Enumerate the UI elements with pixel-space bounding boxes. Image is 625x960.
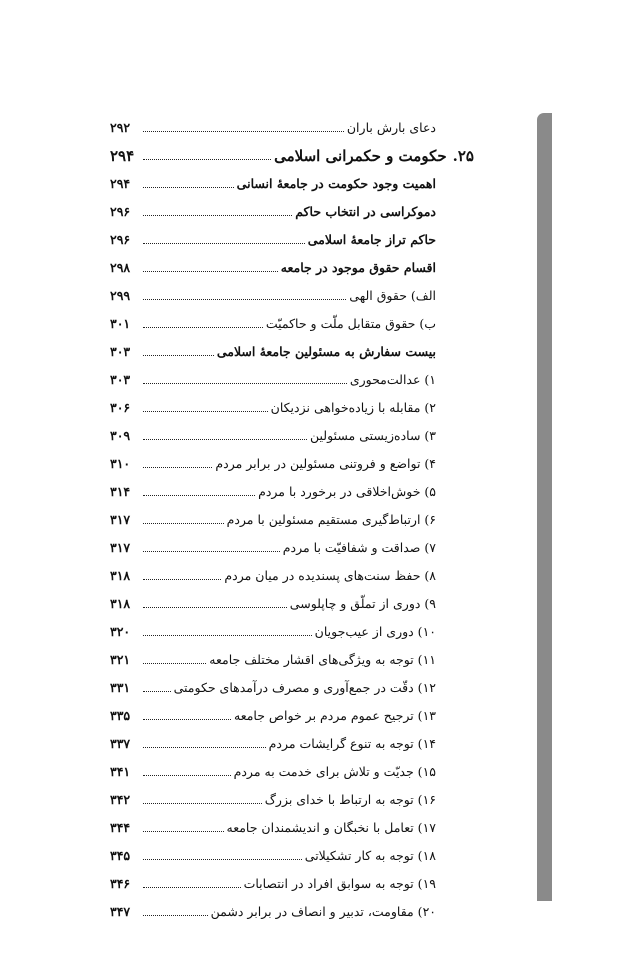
toc-entry-title: حاکم تراز جامعهٔ اسلامی [307, 232, 436, 247]
toc-entry-page: ۳۴۲ [110, 792, 131, 807]
toc-entry-page: ۳۱۴ [110, 484, 131, 499]
toc-entry[interactable] [110, 730, 436, 752]
toc-entry[interactable] [110, 366, 436, 388]
toc-entry-page: ۳۱۷ [110, 512, 131, 527]
toc-entry-page: ۲۹۶ [110, 232, 131, 247]
toc-entry-title: الف) حقوق الهی [349, 288, 436, 303]
toc-entry[interactable] [110, 674, 436, 696]
toc-entry[interactable] [110, 562, 436, 584]
toc-entry-page: ۳۱۰ [110, 456, 131, 471]
dot-leader [143, 411, 268, 412]
dot-leader [143, 159, 271, 160]
toc-entry-page: ۲۹۴ [110, 147, 135, 165]
toc-entry-page: ۳۴۷ [110, 904, 131, 919]
toc-entry-page: ۳۴۵ [110, 848, 131, 863]
toc-entry-title: دموکراسی در انتخاب حاکم [295, 204, 436, 219]
toc-entry-page: ۲۹۶ [110, 204, 131, 219]
toc-entry-page: ۳۲۰ [110, 624, 131, 639]
toc-entry-page: ۳۳۷ [110, 736, 131, 751]
toc-entry-page: ۳۴۱ [110, 764, 131, 779]
dot-leader [143, 355, 214, 356]
dot-leader [143, 691, 171, 692]
dot-leader [143, 663, 206, 664]
toc-entry[interactable] [110, 618, 436, 640]
toc-entry-number: ۲۵. [452, 147, 474, 165]
dot-leader [143, 551, 280, 552]
toc-entry-title: ۱۱) توجه به ویژگی‌های اقشار مختلف جامعه [209, 652, 436, 667]
dot-leader [143, 131, 344, 132]
dot-leader [143, 887, 241, 888]
toc-entry-title: حکومت و حکمرانی اسلامی [274, 147, 447, 165]
toc-entry-title: ۴) تواضع و فروتنی مسئولین در برابر مردم [215, 456, 436, 471]
toc-entry[interactable] [110, 142, 474, 164]
dot-leader [143, 915, 208, 916]
toc-entry[interactable] [110, 870, 436, 892]
toc-entry[interactable] [110, 898, 436, 920]
toc-entry-title: ۱۸) توجه به کار تشکیلاتی [304, 848, 436, 863]
toc-entry-page: ۳۰۳ [110, 372, 131, 387]
toc-entry[interactable] [110, 534, 436, 556]
toc-entry[interactable] [110, 394, 436, 416]
toc-entry-page: ۲۹۴ [110, 176, 131, 191]
toc-entry-title: ۱۷) تعامل با نخبگان و اندیشمندان جامعه [226, 820, 436, 835]
dot-leader [143, 271, 278, 272]
dot-leader [143, 803, 262, 804]
toc-entry-title: ۱۵) جدیّت و تلاش برای خدمت به مردم [233, 764, 436, 779]
toc-entry-title: بیست سفارش به مسئولین جامعهٔ اسلامی [216, 344, 436, 359]
toc-entry[interactable] [110, 814, 436, 836]
toc-entry-title: ب) حقوق متقابل ملّت و حاکمیّت [265, 316, 436, 331]
toc-entry-title: دعای بارش باران [346, 120, 436, 135]
toc-entry[interactable] [110, 422, 436, 444]
dot-leader [143, 299, 346, 300]
toc-entry[interactable] [110, 198, 436, 220]
dot-leader [143, 859, 302, 860]
toc-entry-page: ۲۹۲ [110, 120, 131, 135]
toc-entry-title: ۸) حفظ سنت‌های پسندیده در میان مردم [224, 568, 436, 583]
toc-entry[interactable] [110, 590, 436, 612]
toc-entry[interactable] [110, 114, 436, 136]
dot-leader [143, 495, 255, 496]
toc-entry-page: ۲۹۸ [110, 260, 131, 275]
dot-leader [143, 831, 224, 832]
dot-leader [143, 187, 234, 188]
toc-entry[interactable] [110, 338, 436, 360]
toc-entry[interactable] [110, 478, 436, 500]
dot-leader [143, 747, 266, 748]
toc-entry-page: ۳۱۷ [110, 540, 131, 555]
toc-entry[interactable] [110, 506, 436, 528]
dot-leader [143, 243, 305, 244]
toc-entry-title: ۲) مقابله با زیاده‌خواهی نزدیکان [270, 400, 436, 415]
toc-entry-title: ۱) عدالت‌محوری [349, 372, 436, 387]
toc-entry-page: ۳۰۳ [110, 344, 131, 359]
dot-leader [143, 327, 263, 328]
toc-entry-title: اقسام حقوق موجود در جامعه [280, 260, 436, 275]
toc-entry-title: ۹) دوری از تملّق و چاپلوسی [289, 596, 436, 611]
toc-entry-page: ۳۴۶ [110, 876, 131, 891]
toc-entry-title: ۶) ارتباط‌گیری مستقیم مسئولین با مردم [226, 512, 436, 527]
toc-entry-page: ۳۴۴ [110, 820, 131, 835]
toc-entry-page: ۳۱۸ [110, 596, 131, 611]
toc-entry-title: اهمیت وجود حکومت در جامعهٔ انسانی [236, 176, 436, 191]
toc-entry-page: ۳۱۸ [110, 568, 131, 583]
toc-entry[interactable] [110, 786, 436, 808]
toc-entry-title: ۲۰) مقاومت، تدبیر و انصاف در برابر دشمن [210, 904, 436, 919]
toc-entry-title: ۱۳) ترجیح عموم مردم بر خواص جامعه [234, 708, 436, 723]
dot-leader [143, 383, 347, 384]
toc-entry[interactable] [110, 226, 436, 248]
toc-entry-page: ۲۹۹ [110, 288, 131, 303]
dot-leader [143, 775, 231, 776]
toc-entry[interactable] [110, 450, 436, 472]
dot-leader [143, 215, 292, 216]
toc-entry[interactable] [110, 254, 436, 276]
toc-entry-page: ۳۲۱ [110, 652, 131, 667]
dot-leader [143, 467, 212, 468]
toc-entry-page: ۳۰۱ [110, 316, 131, 331]
dot-leader [143, 439, 307, 440]
toc-entry[interactable] [110, 310, 436, 332]
toc-entry-title: ۱۴) توجه به تنوع گرایشات مردم [268, 736, 436, 751]
toc-entry-page: ۳۳۵ [110, 708, 131, 723]
toc-entry-title: ۵) خوش‌اخلاقی در برخورد با مردم [258, 484, 436, 499]
toc-entry-title: ۱۲) دقّت در جمع‌آوری و مصرف درآمدهای حکومتی [173, 680, 436, 695]
toc-entry[interactable] [110, 170, 436, 192]
toc-entry-title: ۱۰) دوری از عیب‌جویان [314, 624, 436, 639]
toc-entry[interactable] [110, 646, 436, 668]
toc-entry[interactable] [110, 282, 436, 304]
toc-entry-title: ۱۹) توجه به سوابق افراد در انتصابات [243, 876, 436, 891]
toc-entry-page: ۳۰۹ [110, 428, 131, 443]
toc-entry-title: ۱۶) توجه به ارتباط با خدای بزرگ [264, 792, 436, 807]
toc-entry-title: ۷) صداقت و شفافیّت با مردم [282, 540, 436, 555]
toc-entry-page: ۳۳۱ [110, 680, 131, 695]
toc-entry-page: ۳۰۶ [110, 400, 131, 415]
dot-leader [143, 607, 287, 608]
page-edge-bar [537, 113, 552, 901]
dot-leader [143, 719, 231, 720]
dot-leader [143, 523, 224, 524]
toc-entry[interactable] [110, 842, 436, 864]
toc-entry[interactable] [110, 758, 436, 780]
toc-entry[interactable] [110, 702, 436, 724]
dot-leader [143, 579, 221, 580]
toc-entry-title: ۳) ساده‌زیستی مسئولین [310, 428, 436, 443]
dot-leader [143, 635, 312, 636]
